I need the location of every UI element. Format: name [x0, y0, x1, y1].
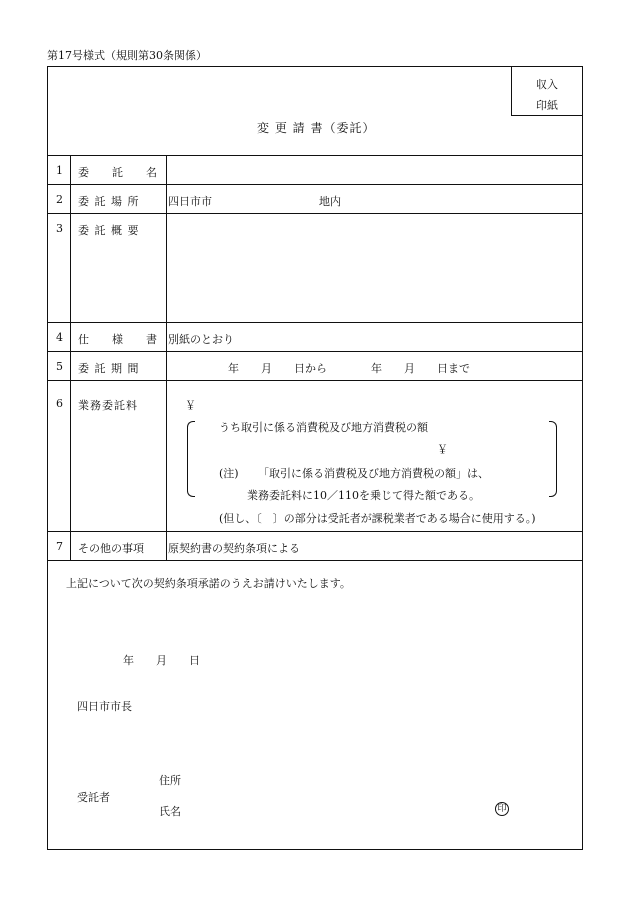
row-label-commission-name: 委 託 名 — [78, 166, 163, 179]
row-number: 2 — [56, 193, 63, 206]
row-divider — [47, 380, 583, 381]
acceptance-statement: 上記について次の契約条項承諾のうえお請けいたします。 — [66, 577, 351, 590]
addressee: 四日市市長 — [77, 700, 132, 713]
row-label-commission-overview: 委 託 概 要 — [78, 224, 140, 237]
other-matters-value: 原契約書の契約条項による — [168, 542, 300, 555]
row-divider — [47, 531, 583, 532]
tax-amount-yen: ￥ — [437, 443, 448, 456]
table-top-border — [47, 155, 583, 156]
tax-note-line1: 「取引に係る消費税及び地方消費税の額」は、 — [258, 467, 489, 480]
row-label-commission-period: 委 託 期 間 — [78, 362, 140, 375]
tax-note-prefix: (注) — [219, 467, 239, 480]
tax-proviso: (但し、〔 〕の部分は受託者が課税業者である場合に使用する。) — [219, 512, 536, 525]
row-number: 6 — [56, 397, 63, 410]
row-number: 7 — [56, 540, 63, 553]
seal-mark: 印 — [495, 802, 509, 816]
location-area-suffix: 地内 — [319, 195, 341, 208]
name-label: 氏名 — [159, 805, 181, 818]
row-number: 5 — [56, 360, 63, 373]
tax-bracket-left — [187, 421, 195, 497]
row-divider — [47, 184, 583, 185]
row-label-commission-fee: 業務委託料 — [78, 399, 138, 412]
row-label-specifications: 仕 様 書 — [78, 333, 163, 346]
tax-note-line2: 業務委託料に10／110を乗じて得た額である。 — [247, 489, 480, 502]
location-city-value: 四日市市 — [168, 195, 212, 208]
document-title: 変 更 請 書（委託） — [257, 121, 376, 135]
column-divider — [70, 155, 71, 560]
row-divider — [47, 213, 583, 214]
row-number: 1 — [56, 164, 63, 177]
stamp-label-line2: 印紙 — [536, 99, 558, 112]
stamp-label-line1: 収入 — [536, 78, 558, 91]
row-divider — [47, 351, 583, 352]
row-label-commission-location: 委 託 場 所 — [78, 195, 140, 208]
row-number: 4 — [56, 331, 63, 344]
form-identifier: 第17号様式（規則第30条関係） — [47, 49, 207, 62]
tax-amount-label: うち取引に係る消費税及び地方消費税の額 — [219, 421, 428, 434]
contractor-label: 受託者 — [77, 791, 110, 804]
address-label: 住所 — [159, 774, 181, 787]
row-label-other-matters: その他の事項 — [78, 542, 144, 555]
row-number: 3 — [56, 222, 63, 235]
tax-bracket-right — [549, 421, 557, 497]
table-bottom-border — [47, 560, 583, 561]
column-divider — [166, 155, 167, 560]
row-divider — [47, 322, 583, 323]
commission-fee-yen: ￥ — [185, 399, 196, 412]
date-line: 年 月 日 — [123, 654, 200, 667]
specifications-value: 別紙のとおり — [168, 333, 234, 346]
commission-period-value: 年 月 日から 年 月 日まで — [228, 362, 470, 375]
